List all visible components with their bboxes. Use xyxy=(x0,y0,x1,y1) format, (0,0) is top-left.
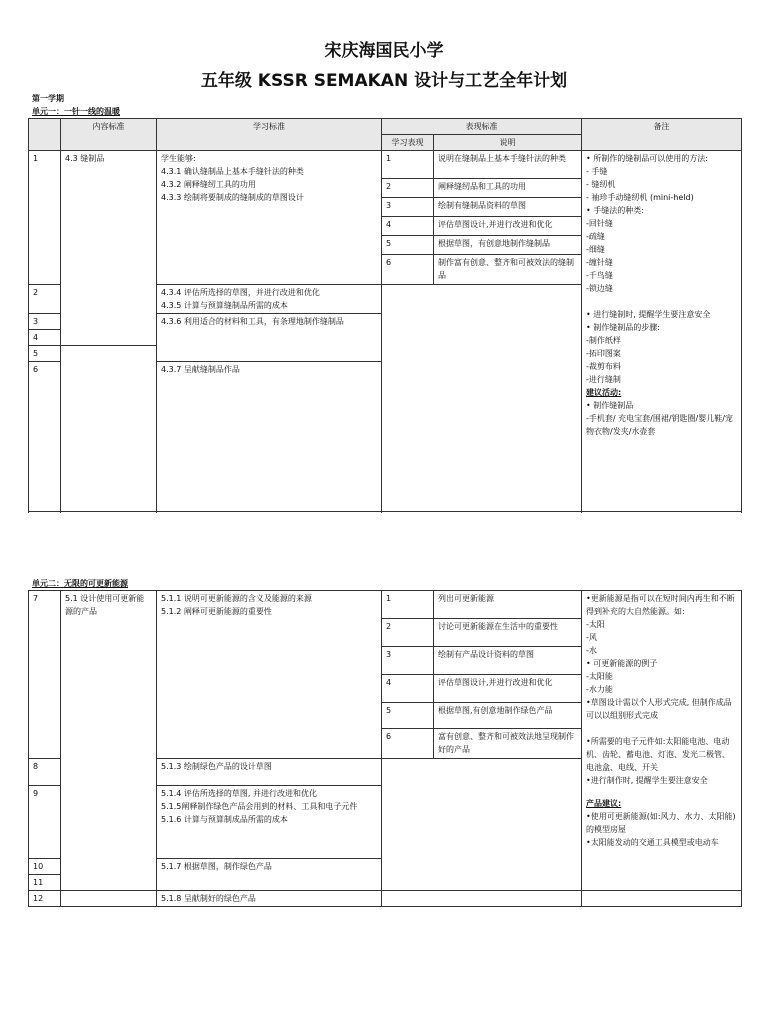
content-standard-cell: 5.1 设计使用可更新能源的产品 xyxy=(61,591,157,891)
header-learning-standard: 学习标准 xyxy=(157,119,382,151)
learning-standard-cell: 5.1.4 评估所选择的草图, 并进行改进和优化 5.1.5阐释制作绿色产品会用到的材料、工具和电子元件 5.1.6 计算与预算制成品所需的成本 xyxy=(157,786,382,859)
level-cell: 6 xyxy=(382,255,434,285)
description-cell: 说明在缝制品上基本手缝针法的种类 xyxy=(434,151,582,179)
learning-standard-cell: 4.3.7 呈献缝制品作品 xyxy=(157,362,382,512)
level-cell: 3 xyxy=(382,647,434,675)
description-cell: 评估草图设计,并进行改进和优化 xyxy=(434,217,582,236)
level-cell: 4 xyxy=(382,217,434,236)
notes-cell xyxy=(582,591,742,891)
learning-standard-cell: 5.1.1 说明可更新能源的含义及能源的来源 5.1.2 阐释可更新能源的重要性 xyxy=(157,591,382,759)
level-cell: 2 xyxy=(382,179,434,198)
unit2-table xyxy=(28,590,742,907)
level-cell: 5 xyxy=(382,236,434,255)
week-cell: 12 xyxy=(29,891,61,907)
term-label: 第一学期 xyxy=(32,94,64,103)
content-empty-cell xyxy=(61,346,157,512)
description-cell: 根据草图,有创意地制作绿色产品 xyxy=(434,703,582,729)
notes-activities: • 制作缝制品 -手机套/ 充电宝套/围裙/钥匙圈/婴儿鞋/宠物衣物/发夹/水壶套 xyxy=(586,401,733,436)
level-cell: 5 xyxy=(382,703,434,729)
unit1-label: 单元一：一针一线的温暖 xyxy=(32,107,120,116)
week-cell: 5 xyxy=(29,346,61,362)
header-content-standard: 内容标准 xyxy=(61,119,157,151)
week-cell: 3 xyxy=(29,314,61,330)
level-cell: 6 xyxy=(382,729,434,759)
week-cell: 1 xyxy=(29,151,61,285)
content-empty-cell xyxy=(61,891,157,907)
header-week xyxy=(29,119,61,151)
content-standard-cell: 4.3 缝制品 xyxy=(61,151,157,346)
week-cell: 2 xyxy=(29,285,61,314)
notes-empty-cell xyxy=(582,891,742,907)
description-cell: 富有创意、整齐和可被效法地呈现制作好的产品 xyxy=(434,729,582,759)
notes-cell xyxy=(582,151,742,512)
unit2-label: 单元二：无限的可更新能源 xyxy=(32,579,128,588)
header-description: 说明 xyxy=(434,135,582,151)
week-cell: 4 xyxy=(29,330,61,346)
learning-standard-cell: 学生能够: 4.3.1 确认缝制品上基本手缝针法的种类 4.3.2 阐释缝纫工具的功用 4.3.3 绘制将要制成的缝制成的草图设计 xyxy=(157,151,382,285)
notes-text: •更新能源是指可以在短时间内再生和不断得到补充的大自然能源。如: -太阳 -风 -水 • 可更新能源的例子 -太阳能 -水力能 •草图设计需以个人形式完成, 但制作成品可以以组别形式完成 •所需要的电子元件如:太阳能电池、电动机、齿轮、蓄电池、灯泡、发光二极管、电池盒、电线、开关 •进行制作时, 提醒学生要注意安全 xyxy=(586,594,735,785)
notes-text: • 所制作的缝制品可以使用的方法: - 手缝 - 缝纫机 - 袖珍手动缝纫机 (mini-held) • 手缝法的种类: -回针缝 -疏缝 -细缝 -缠针缝 -千鸟缝 -锁边缝 • 进行缝制时, 提醒学生要注意安全 • 制作缝制品的步骤: -制作纸样 -拓印图案 -裁剪布料 -进行缝制 xyxy=(586,154,711,384)
week-cell: 9 xyxy=(29,786,61,859)
header-notes: 备注 xyxy=(582,119,742,151)
description-cell: 绘制有缝制品资料的草图 xyxy=(434,198,582,217)
week-cell: 8 xyxy=(29,759,61,786)
plan-title: 五年级 KSSR SEMAKAN 设计与工艺全年计划 xyxy=(200,71,568,91)
level-cell: 1 xyxy=(382,591,434,619)
school-name: 宋庆海国民小学 xyxy=(324,41,444,61)
header-level: 学习表现 xyxy=(382,135,434,151)
learning-standard-cell: 5.1.7 根据草图，制作绿色产品 xyxy=(157,859,382,891)
description-cell: 绘制有产品设计资料的草图 xyxy=(434,647,582,675)
performance-empty-cell xyxy=(382,759,582,891)
week-cell: 11 xyxy=(29,875,61,891)
level-cell: 4 xyxy=(382,675,434,703)
learning-standard-cell: 5.1.3 绘制绿色产品的设计草图 xyxy=(157,759,382,786)
description-cell: 阐释缝纫品和工具的功用 xyxy=(434,179,582,198)
week-cell: 7 xyxy=(29,591,61,759)
performance-empty-cell xyxy=(382,285,582,512)
level-cell: 2 xyxy=(382,619,434,647)
week-cell: 10 xyxy=(29,859,61,875)
description-cell: 根据草图，有创意地制作缝制品 xyxy=(434,236,582,255)
description-cell: 列出可更新能源 xyxy=(434,591,582,619)
unit1-table xyxy=(28,118,742,512)
notes-products: •使用可更新能源(如:风力、水力、太阳能)的模型房屋 •太阳能发动的交通工具模型或电动车 xyxy=(586,812,736,847)
performance-empty-cell xyxy=(382,891,582,907)
learning-standard-cell: 5.1.8 呈献制好的绿色产品 xyxy=(157,891,382,907)
learning-standard-cell: 4.3.4 评估所选择的草图，并进行改进和优化 4.3.5 计算与预算缝制品所需的成本 xyxy=(157,285,382,314)
description-cell: 讨论可更新能源在生活中的重要性 xyxy=(434,619,582,647)
header-performance-standard: 表现标准 xyxy=(382,119,582,135)
learning-standard-cell: 4.3.6 利用适合的材料和工具，有条理地制作缝制品 xyxy=(157,314,382,362)
description-cell: 评估草图设计,并进行改进和优化 xyxy=(434,675,582,703)
level-cell: 3 xyxy=(382,198,434,217)
description-cell: 制作富有创意、整齐和可被效法的缝制品 xyxy=(434,255,582,285)
week-cell: 6 xyxy=(29,362,61,512)
notes-heading: 产品建议: xyxy=(586,799,622,808)
notes-heading: 建议活动: xyxy=(586,388,622,397)
level-cell: 1 xyxy=(382,151,434,179)
